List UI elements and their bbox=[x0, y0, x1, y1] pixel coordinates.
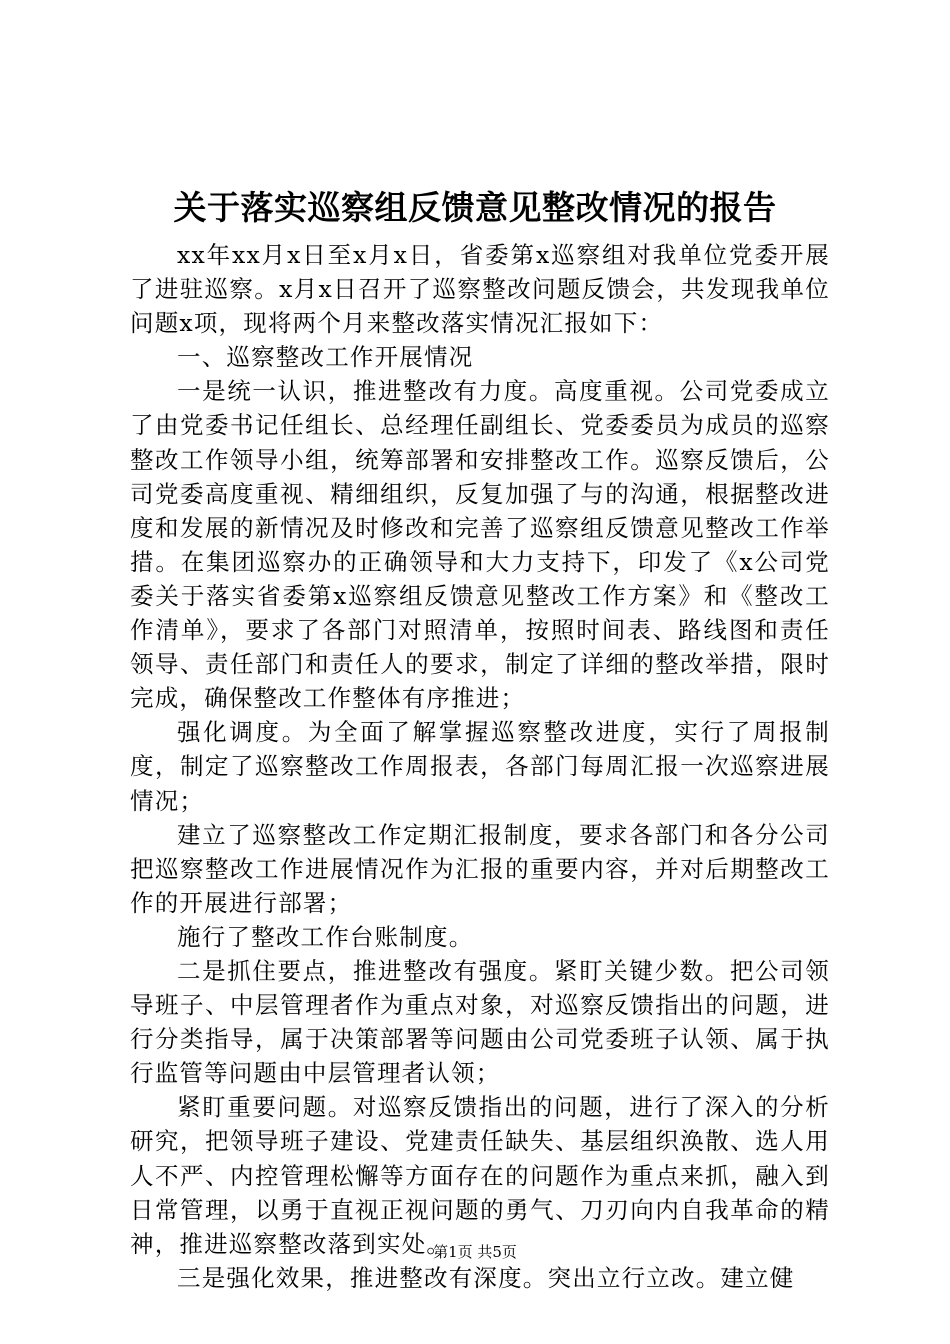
document-body bbox=[130, 238, 830, 1295]
document-title: 关于落实巡察组反馈意见整改情况的报告 bbox=[173, 188, 777, 227]
paragraph-point-2: 二是抓住要点，推进整改有强度。紧盯关键少数。把公司领导班子、中层管理者作为重点对象，对巡察反馈指出的问题，进行分类指导，属于决策部署等问题由公司党委班子认领、属于执行监管等问题由中层管理者认领； bbox=[130, 956, 830, 1088]
section-heading-1: 一、巡察整改工作开展情况 bbox=[177, 343, 474, 372]
page-number-footer: 第1页 共5页 bbox=[433, 1243, 517, 1261]
paragraph-key-issues: 紧盯重要问题。对巡察反馈指出的问题，进行了深入的分析研究，把领导班子建设、党建责任缺失、基层组织涣散、选人用人不严、内控管理松懈等方面存在的问题作为重点来抓，融入到日常管理，以勇于直视正视问题的勇气、刀刃向内自我革命的精神，推进巡察整改落到实处。 bbox=[130, 1093, 830, 1258]
paragraph-ledger-system: 施行了整改工作台账制度。 bbox=[177, 922, 474, 951]
paragraph-dispatch: 强化调度。为全面了解掌握巡察整改进度，实行了周报制度，制定了巡察整改工作周报表，各部门每周汇报一次巡察进展情况； bbox=[130, 718, 830, 815]
paragraph-point-3: 三是强化效果，推进整改有深度。突出立行立改。建立健 bbox=[177, 1263, 795, 1292]
paragraph-intro: xx年xx月x日至x月x日，省委第x巡察组对我单位党委开展了进驻巡察。x月x日召开了巡察整改问题反馈会，共发现我单位问题x项，现将两个月来整改落实情况汇报如下： bbox=[130, 241, 830, 338]
paragraph-point-1: 一是统一认识，推进整改有力度。高度重视。公司党委成立了由党委书记任组长、总经理任副组长、党委委员为成员的巡察整改工作领导小组，统筹部署和安排整改工作。巡察反馈后，公司党委高度重视、精细组织，反复加强了与的沟通，根据整改进度和发展的新情况及时修改和完善了巡察组反馈意见整改工作举措。在集团巡察办的正确领导和大力支持下，印发了《x公司党委关于落实省委第x巡察组反馈意见整改工作方案》和《整改工作清单》，要求了各部门对照清单，按照时间表、路线图和责任领导、责任部门和责任人的要求，制定了详细的整改举措，限时完成，确保整改工作整体有序推进； bbox=[130, 377, 830, 713]
paragraph-reporting-system: 建立了巡察整改工作定期汇报制度，要求各部门和各分公司把巡察整改工作进展情况作为汇报的重要内容，并对后期整改工作的开展进行部署； bbox=[130, 820, 830, 917]
